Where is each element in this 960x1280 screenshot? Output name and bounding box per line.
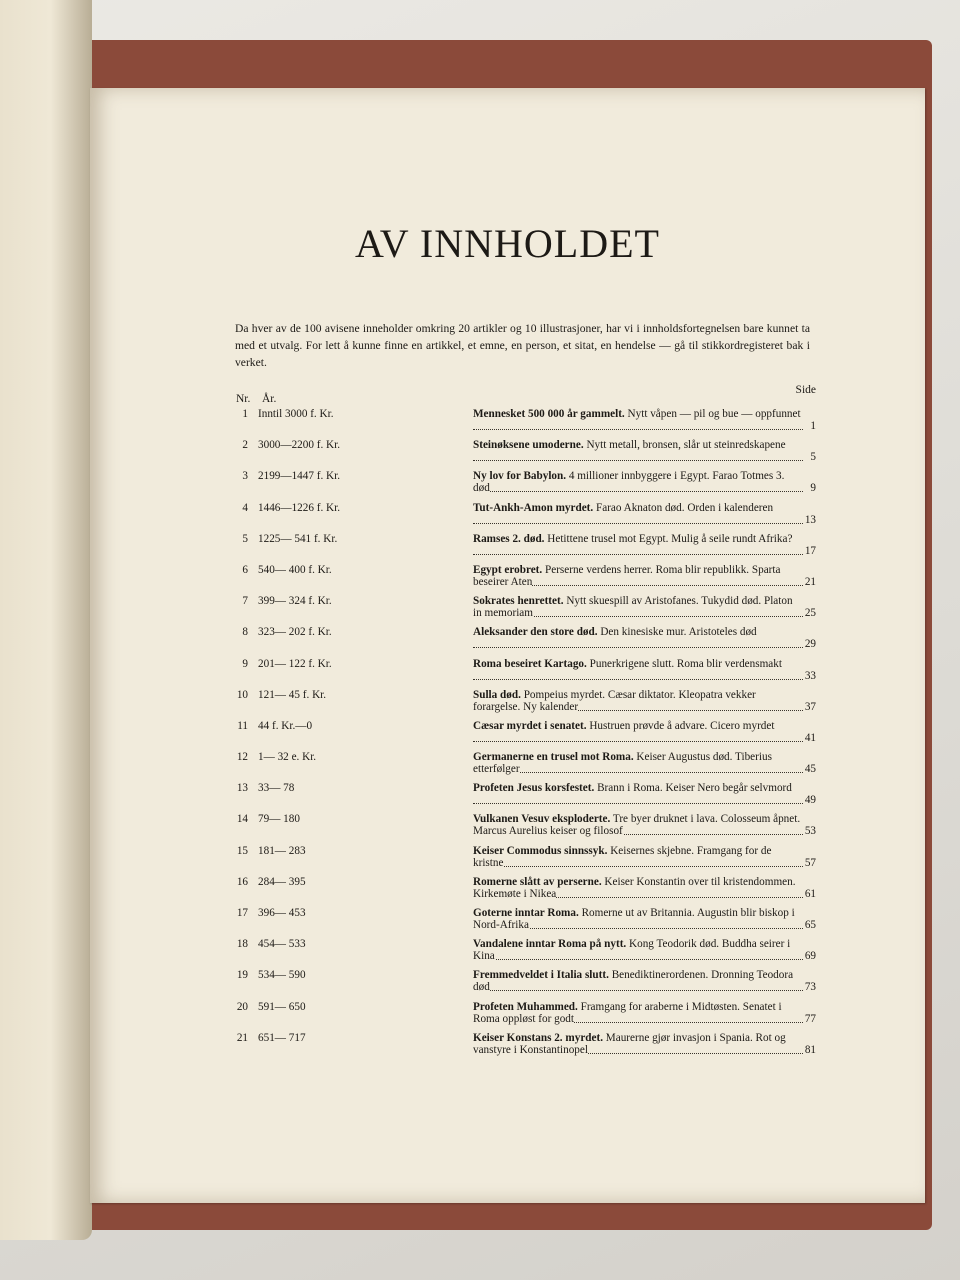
- entry-number: 18: [236, 938, 248, 951]
- entry-headline: Fremmedveldet i Italia slutt.: [473, 969, 609, 982]
- entry-description: [473, 439, 803, 451]
- entry-description: [473, 658, 803, 670]
- table-row: [236, 969, 816, 1000]
- entry-description: [473, 595, 803, 619]
- table-row: [236, 502, 816, 533]
- entry-summary: Maurerne gjør invasjon i Spania. Rot og vanstyre i Konstantinopel: [473, 1031, 786, 1056]
- page-title: AV INNHOLDET: [355, 221, 660, 266]
- entry-page: 57: [804, 856, 816, 869]
- entry-page: 65: [804, 919, 816, 931]
- entry-headline: Sokrates henrettet.: [473, 595, 564, 608]
- leader-dots: [473, 553, 803, 555]
- entry-page: 13: [804, 513, 816, 526]
- leader-dots: [473, 678, 803, 680]
- entry-number: 13: [236, 782, 248, 795]
- table-row: [236, 1032, 816, 1063]
- leader-dots: [473, 459, 803, 461]
- entry-number: 19: [236, 969, 248, 982]
- entry-headline: Profeten Jesus korsfestet.: [473, 782, 595, 795]
- entry-page: 1: [810, 420, 816, 432]
- entry-description: [473, 502, 803, 514]
- header-nr: Nr.: [236, 393, 251, 405]
- entry-years: 2199—1447 f. Kr.: [258, 470, 341, 483]
- entry-headline: Mennesket 500 000 år gammelt.: [473, 408, 625, 420]
- entry-number: 14: [236, 813, 248, 826]
- entry-headline: Keiser Konstans 2. myrdet.: [473, 1031, 603, 1044]
- entry-description: [473, 626, 803, 638]
- entry-description: [473, 533, 803, 545]
- entry-summary: Romerne ut av Britannia. Augustin blir biskop i Nord-Afrika: [473, 907, 795, 931]
- entry-number: 10: [236, 688, 248, 701]
- entry-years: 33— 78: [258, 782, 295, 795]
- contents-list: [236, 408, 816, 1063]
- entry-years: 651— 717: [258, 1031, 306, 1044]
- entry-headline: Tut-Ankh-Amon myrdet.: [473, 501, 594, 514]
- entry-description: [473, 782, 803, 794]
- entry-number: 17: [236, 907, 248, 919]
- entry-years: 399— 324 f. Kr.: [258, 595, 332, 608]
- entry-description: [473, 907, 803, 931]
- entry-page: 53: [804, 825, 816, 838]
- entry-years: 284— 395: [258, 875, 306, 888]
- entry-page: 17: [804, 544, 816, 557]
- entry-page: 9: [810, 482, 816, 495]
- entry-description: [473, 720, 803, 732]
- entry-number: 9: [242, 657, 248, 670]
- entry-headline: Ny lov for Babylon.: [473, 470, 567, 483]
- entry-summary: Hustruen prøvde å advare. Cicero myrdet: [586, 719, 775, 732]
- entry-summary: Punerkrigene slutt. Roma blir verdensmakt: [586, 657, 782, 670]
- entry-description: [473, 876, 803, 900]
- entry-number: 6: [242, 563, 248, 576]
- entry-summary: Keisernes skjebne. Framgang for de kristne: [473, 844, 772, 869]
- entry-summary: Perserne verdens herrer. Roma blir republikk. Sparta beseirer Aten: [473, 563, 781, 588]
- entry-years: 454— 533: [258, 938, 306, 951]
- entry-description: [473, 1032, 803, 1056]
- entry-number: 11: [237, 719, 248, 732]
- entry-years: 121— 45 f. Kr.: [258, 688, 327, 701]
- leader-dots: [473, 646, 803, 648]
- entry-number: 15: [236, 844, 248, 857]
- entry-number: 7: [242, 595, 248, 608]
- entry-summary: Framgang for araberne i Midtøsten. Senatet i Roma oppløst for godt: [473, 1000, 782, 1025]
- entry-page: 21: [804, 575, 816, 588]
- entry-description: [473, 969, 803, 993]
- table-row: [236, 720, 816, 751]
- entry-headline: Cæsar myrdet i senatet.: [473, 719, 587, 732]
- entry-summary: Keiser Konstantin over til kristendommen. Kirkemøte i Nikea: [473, 875, 796, 900]
- table-row: [236, 626, 816, 657]
- leader-dots: [473, 802, 803, 804]
- entry-summary: Nytt skuespill av Aristofanes. Tukydid død. Platon in memoriam: [473, 595, 793, 620]
- entry-summary: Nytt våpen — pil og bue — oppfunnet: [624, 408, 801, 420]
- entry-years: 323— 202 f. Kr.: [258, 626, 332, 639]
- entry-page: 33: [804, 669, 816, 682]
- entry-years: 44 f. Kr.—0: [258, 719, 313, 732]
- entry-years: 396— 453: [258, 907, 306, 919]
- entry-headline: Keiser Commodus sinnssyk.: [473, 844, 608, 857]
- entry-headline: Aleksander den store død.: [473, 626, 598, 639]
- entry-page: 77: [804, 1012, 816, 1025]
- entry-number: 2: [242, 439, 248, 452]
- entry-summary: Benediktinerordenen. Dronning Teodora død: [473, 969, 794, 994]
- entry-years: Inntil 3000 f. Kr.: [258, 408, 334, 420]
- entry-headline: Sulla død.: [473, 688, 521, 701]
- entry-summary: Farao Aknaton død. Orden i kalenderen: [593, 501, 774, 514]
- table-row: [236, 470, 816, 501]
- entry-years: 3000—2200 f. Kr.: [258, 439, 341, 452]
- entry-headline: Egypt erobret.: [473, 563, 543, 576]
- entry-headline: Vulkanen Vesuv eksploderte.: [473, 813, 611, 826]
- entry-number: 5: [242, 532, 248, 545]
- entry-number: 3: [242, 470, 248, 483]
- entry-summary: Nytt metall, bronsen, slår ut steinredskapene: [583, 439, 786, 452]
- entry-description: [473, 564, 803, 588]
- entry-years: 1446—1226 f. Kr.: [258, 501, 341, 514]
- entry-summary: Den kinesiske mur. Aristoteles død: [597, 626, 757, 639]
- entry-description: [473, 845, 803, 869]
- left-page-edge: [0, 0, 92, 1240]
- table-row: [236, 751, 816, 782]
- table-row: [236, 533, 816, 564]
- entry-number: 16: [236, 875, 248, 888]
- entry-description: [473, 813, 803, 837]
- entry-page: 41: [804, 731, 816, 744]
- table-row: [236, 439, 816, 470]
- entry-headline: Germanerne en trusel mot Roma.: [473, 751, 634, 764]
- entry-summary: Brann i Roma. Keiser Nero begår selvmord: [594, 782, 792, 795]
- entry-description: [473, 1001, 803, 1025]
- entry-years: 201— 122 f. Kr.: [258, 657, 332, 670]
- table-row: [236, 813, 816, 844]
- entry-page: 37: [804, 700, 816, 713]
- entry-headline: Goterne inntar Roma.: [473, 907, 579, 919]
- intro-paragraph: Da hver av de 100 avisene inneholder omkring 20 artikler og 10 illustrasjoner, har vi i innholdsfortegnelsen bare kunnet ta med et utvalg. For lett å kunne finne en artikkel, et emne, en person, et sitat, en hendelse — gå til stikkordregisteret bak i verket.: [235, 322, 810, 369]
- entry-headline: Profeten Muhammed.: [473, 1000, 578, 1013]
- entry-description: [473, 938, 803, 962]
- entry-page: 49: [804, 794, 816, 807]
- entry-page: 29: [804, 638, 816, 651]
- entry-headline: Ramses 2. død.: [473, 532, 545, 545]
- entry-page: 25: [804, 607, 816, 620]
- table-row: [236, 782, 816, 813]
- entry-years: 79— 180: [258, 813, 300, 826]
- entry-page: 45: [804, 763, 816, 776]
- leader-dots: [473, 428, 803, 430]
- entry-headline: Steinøksene umoderne.: [473, 439, 584, 452]
- entry-page: 61: [804, 887, 816, 900]
- table-header: [236, 384, 816, 407]
- entry-page: 5: [810, 451, 816, 464]
- leader-dots: [473, 740, 803, 742]
- header-year: År.: [262, 393, 277, 405]
- leader-dots: [473, 522, 803, 524]
- entry-number: 20: [236, 1000, 248, 1013]
- entry-number: 12: [236, 751, 248, 764]
- entry-headline: Vandalene inntar Roma på nytt.: [473, 938, 627, 951]
- entry-number: 21: [236, 1031, 248, 1044]
- table-row: [236, 845, 816, 876]
- table-row: [236, 595, 816, 626]
- table-row: [236, 907, 816, 938]
- entry-page: 81: [804, 1043, 816, 1056]
- entry-headline: Roma beseiret Kartago.: [473, 657, 587, 670]
- table-row: [236, 876, 816, 907]
- entry-description: [473, 408, 803, 420]
- entry-description: [473, 689, 803, 713]
- entry-number: 8: [242, 626, 248, 639]
- entry-years: 181— 283: [258, 844, 306, 857]
- table-row: [236, 564, 816, 595]
- table-row: [236, 689, 816, 720]
- entry-summary: Kong Teodorik død. Buddha seirer i Kina: [473, 938, 791, 963]
- entry-description: [473, 751, 803, 775]
- entry-headline: Romerne slått av perserne.: [473, 875, 602, 888]
- entry-summary: Tre byer druknet i lava. Colosseum åpnet. Marcus Aurelius keiser og filosof: [473, 813, 801, 838]
- entry-years: 534— 590: [258, 969, 306, 982]
- entry-page: 73: [804, 981, 816, 994]
- header-page: Side: [795, 384, 816, 396]
- table-row: [236, 408, 816, 439]
- entry-description: [473, 470, 803, 494]
- entry-years: 1— 32 e. Kr.: [258, 751, 317, 764]
- entry-years: 1225— 541 f. Kr.: [258, 532, 338, 545]
- entry-page: 69: [804, 950, 816, 963]
- table-row: [236, 938, 816, 969]
- entry-summary: Pompeius myrdet. Cæsar diktator. Kleopatra vekker forargelse. Ny kalender: [473, 688, 756, 713]
- table-row: [236, 658, 816, 689]
- table-row: [236, 1001, 816, 1032]
- entry-number: 1: [242, 408, 248, 420]
- entry-summary: Hetittene trusel mot Egypt. Mulig å seile rundt Afrika?: [544, 532, 793, 545]
- entry-summary: 4 millioner innbyggere i Egypt. Farao Totmes 3. død: [473, 470, 785, 495]
- entry-years: 540— 400 f. Kr.: [258, 563, 332, 576]
- book-page: [90, 88, 925, 1203]
- entry-summary: Keiser Augustus død. Tiberius etterfølger: [473, 751, 772, 776]
- entry-number: 4: [242, 501, 248, 514]
- entry-years: 591— 650: [258, 1000, 306, 1013]
